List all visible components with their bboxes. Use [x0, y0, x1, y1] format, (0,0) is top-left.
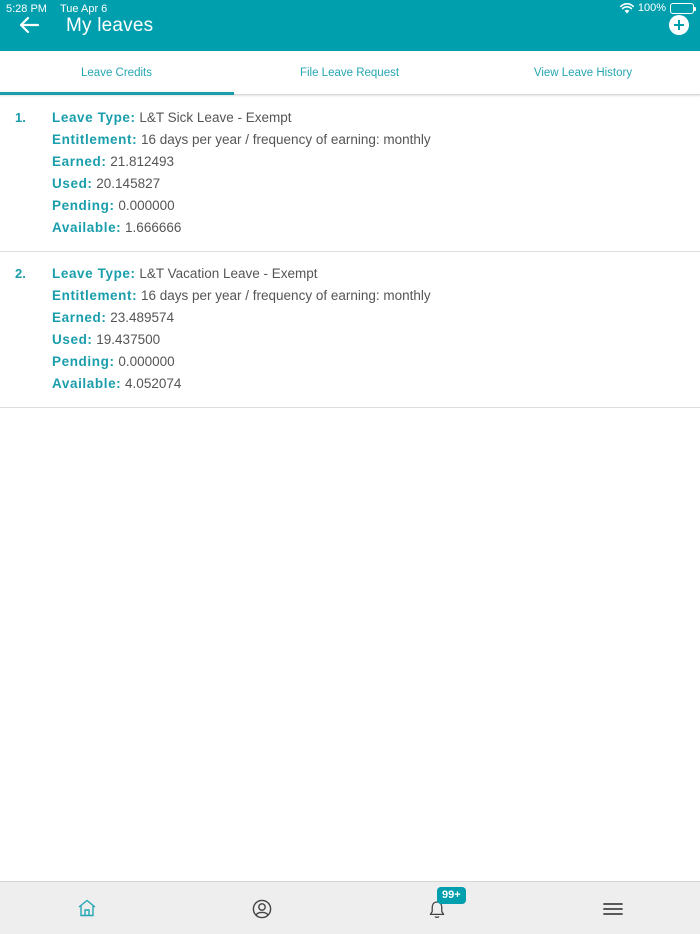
menu-icon [603, 902, 623, 916]
earned-row [52, 310, 174, 325]
page-title: My leaves [66, 15, 154, 36]
back-arrow-icon[interactable] [18, 15, 40, 35]
entitlement-row [52, 288, 431, 303]
nav-profile[interactable] [175, 882, 350, 934]
pending-row [52, 354, 175, 369]
earned-label: Earned: [52, 154, 107, 169]
entitlement-row [52, 132, 431, 147]
leave-card [0, 96, 700, 252]
wifi-icon [620, 3, 634, 14]
status-indicators [620, 2, 694, 14]
app-header [0, 0, 700, 51]
bottom-nav [0, 881, 700, 934]
earned-value: 23.489574 [110, 310, 175, 325]
pending-value: 0.000000 [118, 198, 175, 213]
available-value: 1.666666 [125, 220, 182, 235]
leave-type-row [52, 266, 318, 281]
entitlement-label: Entitlement: [52, 288, 138, 303]
active-tab-indicator [0, 92, 234, 95]
battery-icon [670, 3, 694, 14]
available-label: Available: [52, 376, 122, 391]
leave-type-value: L&T Sick Leave - Exempt [139, 110, 292, 125]
battery-percent: 100% [637, 2, 666, 14]
leave-type-value: L&T Vacation Leave - Exempt [139, 266, 318, 281]
earned-row [52, 154, 174, 169]
leave-type-label: Leave Type: [52, 110, 136, 125]
used-value: 20.145827 [96, 176, 161, 191]
used-label: Used: [52, 332, 93, 347]
entitlement-label: Entitlement: [52, 132, 138, 147]
tab-view-leave-history[interactable]: View Leave History [533, 67, 633, 79]
notification-badge: 99+ [437, 887, 466, 904]
available-row [52, 376, 181, 391]
nav-menu[interactable] [525, 882, 700, 934]
used-label: Used: [52, 176, 93, 191]
status-time: 5:28 PM [6, 3, 47, 15]
tab-bar [0, 51, 700, 95]
add-icon[interactable] [669, 15, 689, 35]
home-icon [77, 899, 97, 917]
leave-type-row [52, 110, 291, 125]
used-row [52, 176, 160, 191]
pending-label: Pending: [52, 354, 115, 369]
used-value: 19.437500 [96, 332, 161, 347]
earned-value: 21.812493 [110, 154, 175, 169]
status-date: Tue Apr 6 [60, 3, 108, 15]
entitlement-value: 16 days per year / frequency of earning: monthly [140, 288, 431, 303]
entitlement-value: 16 days per year / frequency of earning: monthly [140, 132, 431, 147]
leave-type-label: Leave Type: [52, 266, 136, 281]
pending-row [52, 198, 175, 213]
profile-icon [252, 899, 272, 919]
tab-file-leave-request[interactable]: File Leave Request [299, 67, 400, 79]
available-value: 4.052074 [125, 376, 182, 391]
used-row [52, 332, 160, 347]
nav-home[interactable] [0, 882, 175, 934]
pending-label: Pending: [52, 198, 115, 213]
available-label: Available: [52, 220, 122, 235]
earned-label: Earned: [52, 310, 107, 325]
pending-value: 0.000000 [118, 354, 175, 369]
leave-card [0, 252, 700, 408]
available-row [52, 220, 181, 235]
tab-leave-credits[interactable]: Leave Credits [81, 67, 152, 79]
leave-index: 2. [15, 266, 26, 281]
leave-index: 1. [15, 110, 26, 125]
